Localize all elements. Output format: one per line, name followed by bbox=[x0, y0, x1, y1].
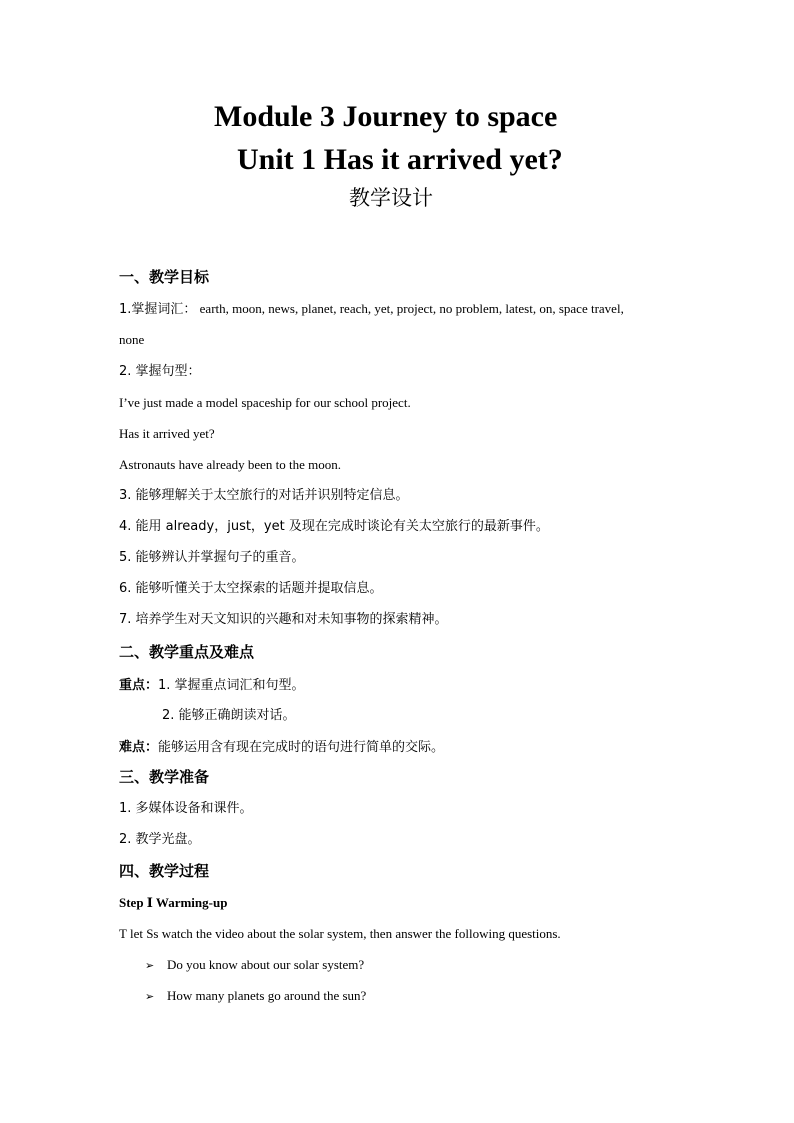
preparation-item-2: 2. 教学光盘。 bbox=[119, 832, 201, 847]
step-1-intro: T let Ss watch the video about the solar system, then answer the following questions. bbox=[119, 926, 561, 941]
key-point-label: 重点： bbox=[119, 678, 159, 693]
objective-item-3: 3. 能够理解关于太空旅行的对话并识别特定信息。 bbox=[119, 488, 409, 503]
question-text: Do you know about our solar system? bbox=[167, 957, 365, 972]
sentence-pattern-2: Has it arrived yet? bbox=[119, 426, 215, 441]
question-item-1 bbox=[145, 957, 364, 974]
objective-item-6: 6. 能够听懂关于太空探索的话题并提取信息。 bbox=[119, 581, 383, 596]
arrow-bullet-icon: ➢ bbox=[145, 990, 155, 1003]
document-subtitle: Unit 1 Has it arrived yet? bbox=[237, 143, 563, 176]
arrow-bullet-icon: ➢ bbox=[145, 959, 155, 972]
document-title: Module 3 Journey to space bbox=[214, 100, 558, 133]
objective-item-2: 2. 掌握句型： bbox=[119, 364, 201, 379]
section-heading-process: 四、教学过程 bbox=[119, 862, 210, 880]
question-text: How many planets go around the sun? bbox=[167, 988, 367, 1003]
difficulty-1: 能够运用含有现在完成时的语句进行简单的交际。 bbox=[158, 740, 445, 755]
objective-item-1 bbox=[119, 301, 624, 318]
sentence-pattern-3: Astronauts have already been to the moon. bbox=[119, 457, 342, 472]
document-type-label: 教学设计 bbox=[349, 186, 433, 210]
key-point-2: 2. 能够正确朗读对话。 bbox=[162, 708, 296, 723]
section-heading-key-points: 二、教学重点及难点 bbox=[119, 643, 255, 661]
objective-label: 1.掌握词汇： bbox=[119, 302, 197, 317]
sentence-pattern-1: I’ve just made a model spaceship for our school project. bbox=[119, 395, 411, 410]
objective-item-7: 7. 培养学生对天文知识的兴趣和对未知事物的探索精神。 bbox=[119, 612, 448, 627]
vocabulary-list-continued: none bbox=[119, 332, 145, 347]
vocabulary-list: earth, moon, news, planet, reach, yet, project, no problem, latest, on, space travel, bbox=[196, 301, 624, 316]
difficulty-label: 难点： bbox=[119, 740, 159, 755]
objective-item-5: 5. 能够辨认并掌握句子的重音。 bbox=[119, 550, 305, 565]
key-point-1: 1. 掌握重点词汇和句型。 bbox=[158, 678, 305, 693]
difficulty-row bbox=[119, 739, 444, 756]
section-heading-preparation: 三、教学准备 bbox=[119, 768, 210, 786]
step-1-title: Step Ⅰ Warming-up bbox=[119, 895, 228, 910]
preparation-item-1: 1. 多媒体设备和课件。 bbox=[119, 801, 253, 816]
section-heading-objectives: 一、教学目标 bbox=[119, 268, 210, 286]
objective-item-4: 4. 能用 already，just，yet 及现在完成时谈论有关太空旅行的最新事件。 bbox=[119, 519, 549, 534]
question-item-2 bbox=[145, 988, 366, 1005]
key-point-row bbox=[119, 677, 305, 694]
